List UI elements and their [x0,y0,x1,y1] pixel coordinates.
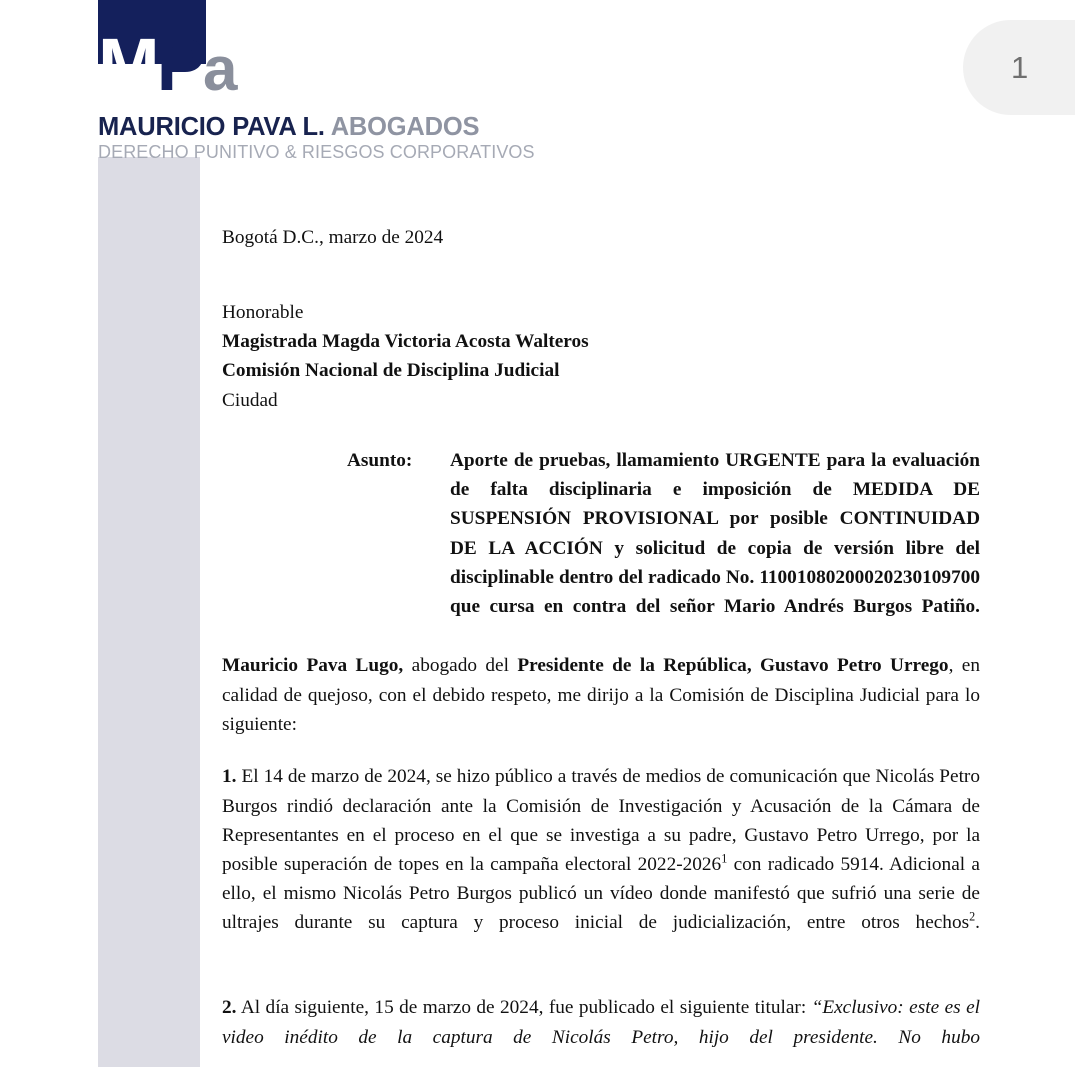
logo-letter-a: a [203,35,235,104]
intro-plain-2: , en calidad de quejoso, con el debido respeto, me dirijo a la Comisión de Disciplina Judicial para lo siguiente: [222,655,981,735]
logo-wordmark [98,23,235,107]
firm-name [98,114,535,142]
intro-bold-president: Presidente de la República, Gustavo Petro Urrego [517,655,949,677]
item-1-text-part-3: . [975,912,980,934]
addressee-line-honorable: Honorable [222,302,304,323]
footnote-marker-1: 1 [721,851,728,866]
logo-letter-m: M [98,23,157,106]
letterhead [98,0,535,162]
item-2-headline-quote: “Exclusivo: este es el video inédito de la captura de Nicolás Petro, hijo del presidente. No hubo [222,997,980,1048]
footnote-marker-2: 2 [969,909,976,924]
firm-name-secondary: ABOGADOS [324,113,480,141]
mpa-logo-icon [98,0,235,108]
firm-tagline: DERECHO PUNITIVO & RIESGOS CORPORATIVOS [98,141,535,162]
subject-block [347,446,980,650]
page-number-badge[interactable] [963,20,1075,115]
item-1-text-part-2: con radicado 5914. Adicional a ello, el mismo Nicolás Petro Burgos publicó un vídeo donde manifestó que sufrió una serie de ultrajes durante su captura y proceso inicial de judicialización, entre otros hechos [222,853,980,934]
addressee-line-magistrate: Magistrada Magda Victoria Acosta Walteros [222,331,589,353]
intro-bold-attorney: Mauricio Pava Lugo, [222,655,404,677]
subject-text: Aporte de pruebas, llamamiento URGENTE para la evaluación de falta disciplinaria e imposición de MEDIDA DE SUSPENSIÓN PROVISIONAL por posible CONTINUIDAD DE LA ACCIÓN y solicitud de copia de versión libre del disciplinable dentro del radicado No. 11001080200020230109700 que cursa en contra del señor Mario Andrés Burgos Patiño. [450,450,980,618]
item-1-text-part-1: El 14 de marzo de 2024, se hizo público a través de medios de comunicación que Nicolás Petro Burgos rindió declaración ante la Comisión de Investigación y Acusación de la Cámara de Representantes en el proceso en el que se investiga a su padre, Gustavo Petro Urrego, por la posible superación de topes en la campaña electoral 2022-2026 [222,766,980,875]
addressee-line-city: Ciudad [222,389,278,411]
date-line: Bogotá D.C., marzo de 2024 [222,227,444,248]
item-1-number: 1. [222,766,237,788]
paragraph-item-2 [222,993,980,1081]
page-number-label: 1 [1011,49,1029,85]
item-2-text-part-1: Al día siguiente, 15 de marzo de 2024, fue publicado el siguiente titular: [236,997,812,1019]
item-2-number: 2. [222,997,237,1019]
logo-letter-p: P [156,23,204,106]
paragraph-item-1 [222,762,980,966]
subject-label: Asunto: [347,450,413,471]
firm-name-primary: MAURICIO PAVA L. [98,113,325,141]
intro-plain-1: abogado del [403,655,518,677]
paragraph-intro [222,651,980,768]
left-margin-band [98,157,200,1067]
addressee-line-commission: Comisión Nacional de Disciplina Judicial [222,360,560,382]
addressee-block [222,298,589,415]
